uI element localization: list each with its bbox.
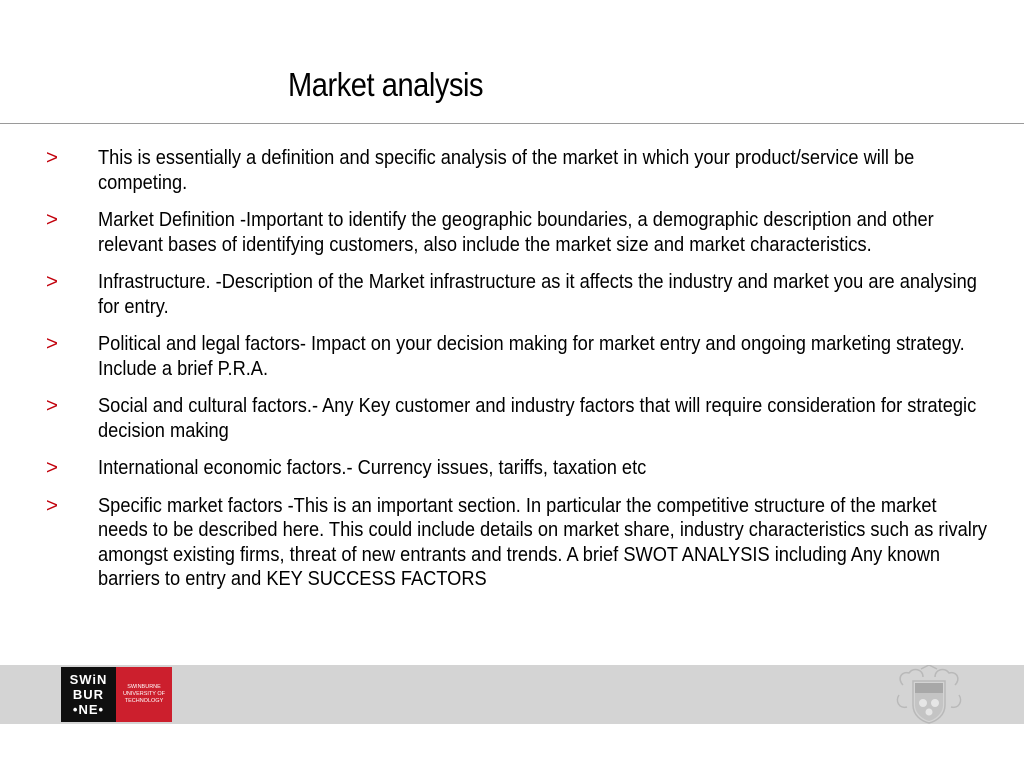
- logo-wordmark: [61, 667, 116, 722]
- bullet-item: [46, 494, 1024, 592]
- bullet-text: Social and cultural factors.- Any Key customer and industry factors that will require consideration for strategic decision making: [98, 394, 977, 442]
- bullet-text: This is essentially a definition and specific analysis of the market in which your product/service will be competing.: [98, 146, 915, 194]
- bullet-item: [46, 456, 1024, 481]
- logo-tagline-line: SWINBURNE: [127, 684, 161, 690]
- title-divider: [0, 123, 1024, 124]
- logo-line: BUR: [72, 687, 105, 702]
- bullet-marker: >: [46, 456, 58, 479]
- swinburne-logo: [61, 667, 172, 722]
- bullet-text: Infrastructure. -Description of the Market infrastructure as it affects the industry and market you are analysing for entry.: [98, 270, 977, 318]
- bullet-text: Specific market factors -This is an important section. In particular the competitive structure of the market needs to be described here. This could include details on market share, industry characteristics such as rivalry amongst existing firms, threat of new entrants and trends. A brief SWOT ANALYSIS including Any known barriers to entry and KEY SUCCESS FACTORS: [98, 493, 988, 590]
- logo-line: SWiN: [69, 672, 108, 687]
- university-crest-icon: [893, 665, 965, 724]
- bullet-marker: >: [46, 394, 58, 417]
- slide-title: Market analysis: [288, 66, 484, 103]
- bullet-item: [46, 270, 1024, 319]
- logo-tagline-line: UNIVERSITY OF: [122, 691, 166, 697]
- bullet-text: International economic factors.- Currency issues, tariffs, taxation etc: [98, 456, 647, 479]
- logo-tagline: [116, 667, 172, 722]
- bullet-marker: >: [46, 146, 58, 169]
- bullet-list: [46, 146, 1024, 605]
- bullet-marker: >: [46, 332, 58, 355]
- bullet-item: [46, 332, 1024, 381]
- bullet-item: [46, 208, 1024, 257]
- logo-line: •NE•: [72, 702, 105, 717]
- logo-tagline-line: TECHNOLOGY: [124, 698, 164, 704]
- bullet-text: Market Definition -Important to identify the geographic boundaries, a demographic description and other relevant bases of identifying customers, also include the market size and market characteristics.: [98, 208, 934, 256]
- bullet-item: [46, 394, 1024, 443]
- bullet-marker: >: [46, 493, 58, 517]
- bullet-marker: >: [46, 270, 58, 293]
- bullet-item: [46, 146, 1024, 195]
- bullet-marker: >: [46, 208, 58, 231]
- bullet-text: Political and legal factors- Impact on your decision making for market entry and ongoing marketing strategy. Include a brief P.R.A.: [98, 332, 965, 380]
